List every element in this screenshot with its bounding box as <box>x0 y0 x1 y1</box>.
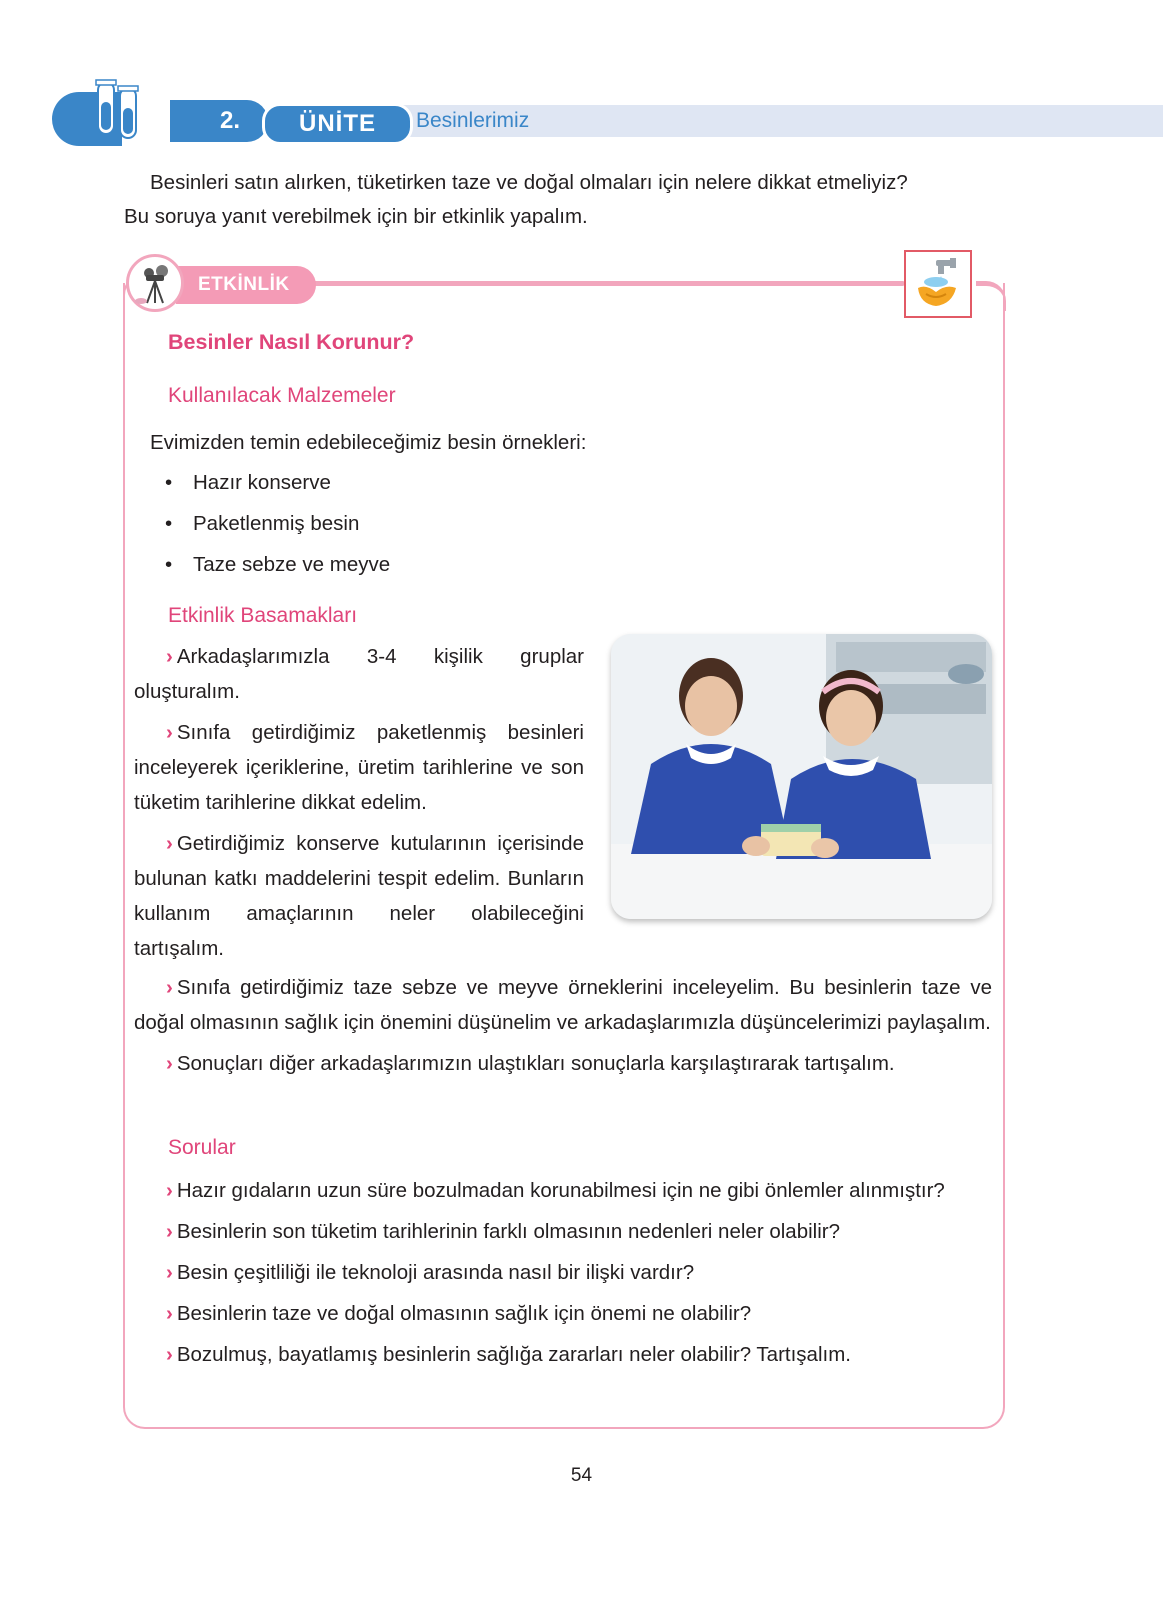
page-number: 54 <box>570 1465 593 1486</box>
step-text: Getirdiğimiz konserve kutularının içerisinde bulunan katkı maddelerini tespit edelim. Bunların kullanım amaçlarının neler olabileceğini tartışalım. <box>134 832 584 960</box>
material-item: Paketlenmiş besin <box>193 512 360 535</box>
activity-title: Besinler Nasıl Korunur? <box>168 330 415 354</box>
arrow-icon: › <box>166 832 173 855</box>
question-item <box>134 1337 992 1372</box>
material-item: Taze sebze ve meyve <box>193 553 391 576</box>
question-text: Besinlerin taze ve doğal olmasının sağlık için önemi ne olabilir? <box>176 1302 752 1325</box>
question-text: Bozulmuş, bayatlamış besinlerin sağlığa zararları neler olabilir? Tartışalım. <box>176 1343 851 1366</box>
intro-line-1: Besinleri satın alırken, tüketirken taze ve doğal olmaları için nelere dikkat etmeliyiz? <box>150 171 908 194</box>
question-item <box>134 1173 992 1208</box>
hand-washing-icon-box <box>904 250 972 318</box>
step-item <box>134 826 584 966</box>
intro-text <box>124 166 1024 234</box>
activity-tab <box>126 254 316 314</box>
materials-list <box>165 466 390 589</box>
arrow-icon: › <box>166 721 173 744</box>
students-photo <box>611 634 992 919</box>
arrow-icon: › <box>166 1220 173 1243</box>
question-text: Besinlerin son tüketim tarihlerinin farklı olmasının nedenleri neler olabilir? <box>176 1220 840 1243</box>
step-item <box>134 970 992 1040</box>
activity-tab-label: ETKİNLİK <box>176 266 316 304</box>
arrow-icon: › <box>166 1179 173 1202</box>
step-text: Sınıfa getirdiğimiz taze sebze ve meyve örneklerini inceleyelim. Bu besinlerin taze ve doğal olmasının sağlık için önemini düşünelim ve arkadaşlarımızla düşüncelerimizi paylaşalım. <box>134 976 992 1034</box>
list-item: • Paketlenmiş besin <box>165 512 360 535</box>
question-item <box>134 1296 992 1331</box>
unit-number: 2. <box>170 100 268 142</box>
activity-top-line <box>300 281 905 286</box>
arrow-icon: › <box>166 976 173 999</box>
activity-tab-circle <box>126 254 184 312</box>
intro-line-2: Bu soruya yanıt verebilmek için bir etkinlik yapalım. <box>124 205 588 228</box>
materials-heading: Kullanılacak Malzemeler <box>168 384 396 407</box>
materials-intro: Evimizden temin edebileceğimiz besin örnekleri: <box>150 431 587 454</box>
material-item: Hazır konserve <box>193 471 331 494</box>
questions-heading: Sorular <box>168 1136 236 1159</box>
arrow-icon: › <box>166 645 173 668</box>
step-text: Sonuçları diğer arkadaşlarımızın ulaştıkları sonuçlarla karşılaştırarak tartışalım. <box>176 1052 895 1075</box>
arrow-icon: › <box>166 1343 173 1366</box>
test-tubes-icon <box>90 78 176 144</box>
arrow-icon: › <box>166 1261 173 1284</box>
unit-label: ÜNİTE <box>262 103 413 145</box>
step-item <box>134 639 584 709</box>
arrow-icon: › <box>166 1302 173 1325</box>
steps-wide-block <box>134 970 992 1081</box>
hand-washing-icon <box>906 252 970 316</box>
list-item: • Hazır konserve <box>165 471 331 494</box>
telescope-icon <box>129 257 181 309</box>
step-text: Sınıfa getirdiğimiz paketlenmiş besinleri inceleyerek içeriklerine, üretim tarihlerine ve son tüketim tarihlerine dikkat edelim. <box>134 721 584 814</box>
steps-narrow-block <box>134 639 584 966</box>
students-examining-food-image <box>611 634 992 919</box>
step-text: Arkadaşlarımızla 3-4 kişilik gruplar oluşturalım. <box>134 645 584 703</box>
question-item <box>134 1255 992 1290</box>
question-text: Hazır gıdaların uzun süre bozulmadan korunabilmesi için ne gibi önlemler alınmıştır? <box>176 1179 945 1202</box>
steps-heading: Etkinlik Basamakları <box>168 604 358 627</box>
questions-block <box>134 1173 992 1372</box>
question-item <box>134 1214 992 1249</box>
list-item: • Taze sebze ve meyve <box>165 553 391 576</box>
unit-header <box>52 78 1163 150</box>
unit-title: Besinlerimiz <box>416 109 530 132</box>
step-item <box>134 715 584 820</box>
question-text: Besin çeşitliliği ile teknoloji arasında nasıl bir ilişki vardır? <box>176 1261 695 1284</box>
step-item <box>134 1046 992 1081</box>
arrow-icon: › <box>166 1052 173 1075</box>
